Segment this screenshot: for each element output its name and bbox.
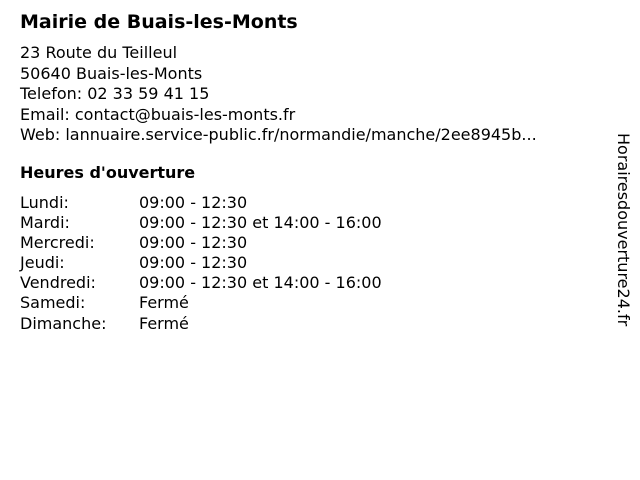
- address-street: 23 Route du Teilleul: [20, 43, 178, 62]
- page-title: Mairie de Buais-les-Monts: [20, 11, 298, 33]
- hours-day: Mercredi:: [20, 233, 95, 253]
- hours-row-saturday: [20, 293, 382, 313]
- phone-number: Telefon: 02 33 59 41 15: [20, 84, 210, 103]
- hours-day: Jeudi:: [20, 253, 65, 273]
- website-link: Web: lannuaire.service-public.fr/normandie/manche/2ee8945b...: [20, 125, 537, 144]
- hours-row-wednesday: [20, 233, 382, 253]
- hours-row-monday: [20, 193, 382, 213]
- hours-row-sunday: [20, 314, 382, 334]
- hours-day: Samedi:: [20, 293, 86, 313]
- hours-time: 09:00 - 12:30: [139, 193, 248, 212]
- hours-time: 09:00 - 12:30 et 14:00 - 16:00: [139, 213, 382, 233]
- hours-time: Fermé: [139, 293, 189, 313]
- hours-day: Mardi:: [20, 213, 70, 233]
- hours-row-thursday: [20, 253, 382, 273]
- hours-time: Fermé: [139, 313, 189, 333]
- hours-time: 09:00 - 12:30 et 14:00 - 16:00: [139, 273, 382, 293]
- address-block: [20, 43, 537, 146]
- hours-row-friday: [20, 273, 382, 293]
- email-address: Email: contact@buais-les-monts.fr: [20, 104, 296, 124]
- address-city: 50640 Buais-les-Monts: [20, 63, 203, 83]
- hours-day: Lundi:: [20, 193, 69, 212]
- opening-hours-list: [20, 193, 382, 334]
- hours-time: 09:00 - 12:30: [139, 253, 248, 273]
- brand-watermark: Horairesdouverture24.fr: [614, 133, 633, 327]
- hours-day: Dimanche:: [20, 313, 107, 333]
- hours-day: Vendredi:: [20, 273, 96, 293]
- hours-time: 09:00 - 12:30: [139, 233, 248, 253]
- hours-row-tuesday: [20, 213, 382, 233]
- hours-heading: Heures d'ouverture: [20, 163, 196, 182]
